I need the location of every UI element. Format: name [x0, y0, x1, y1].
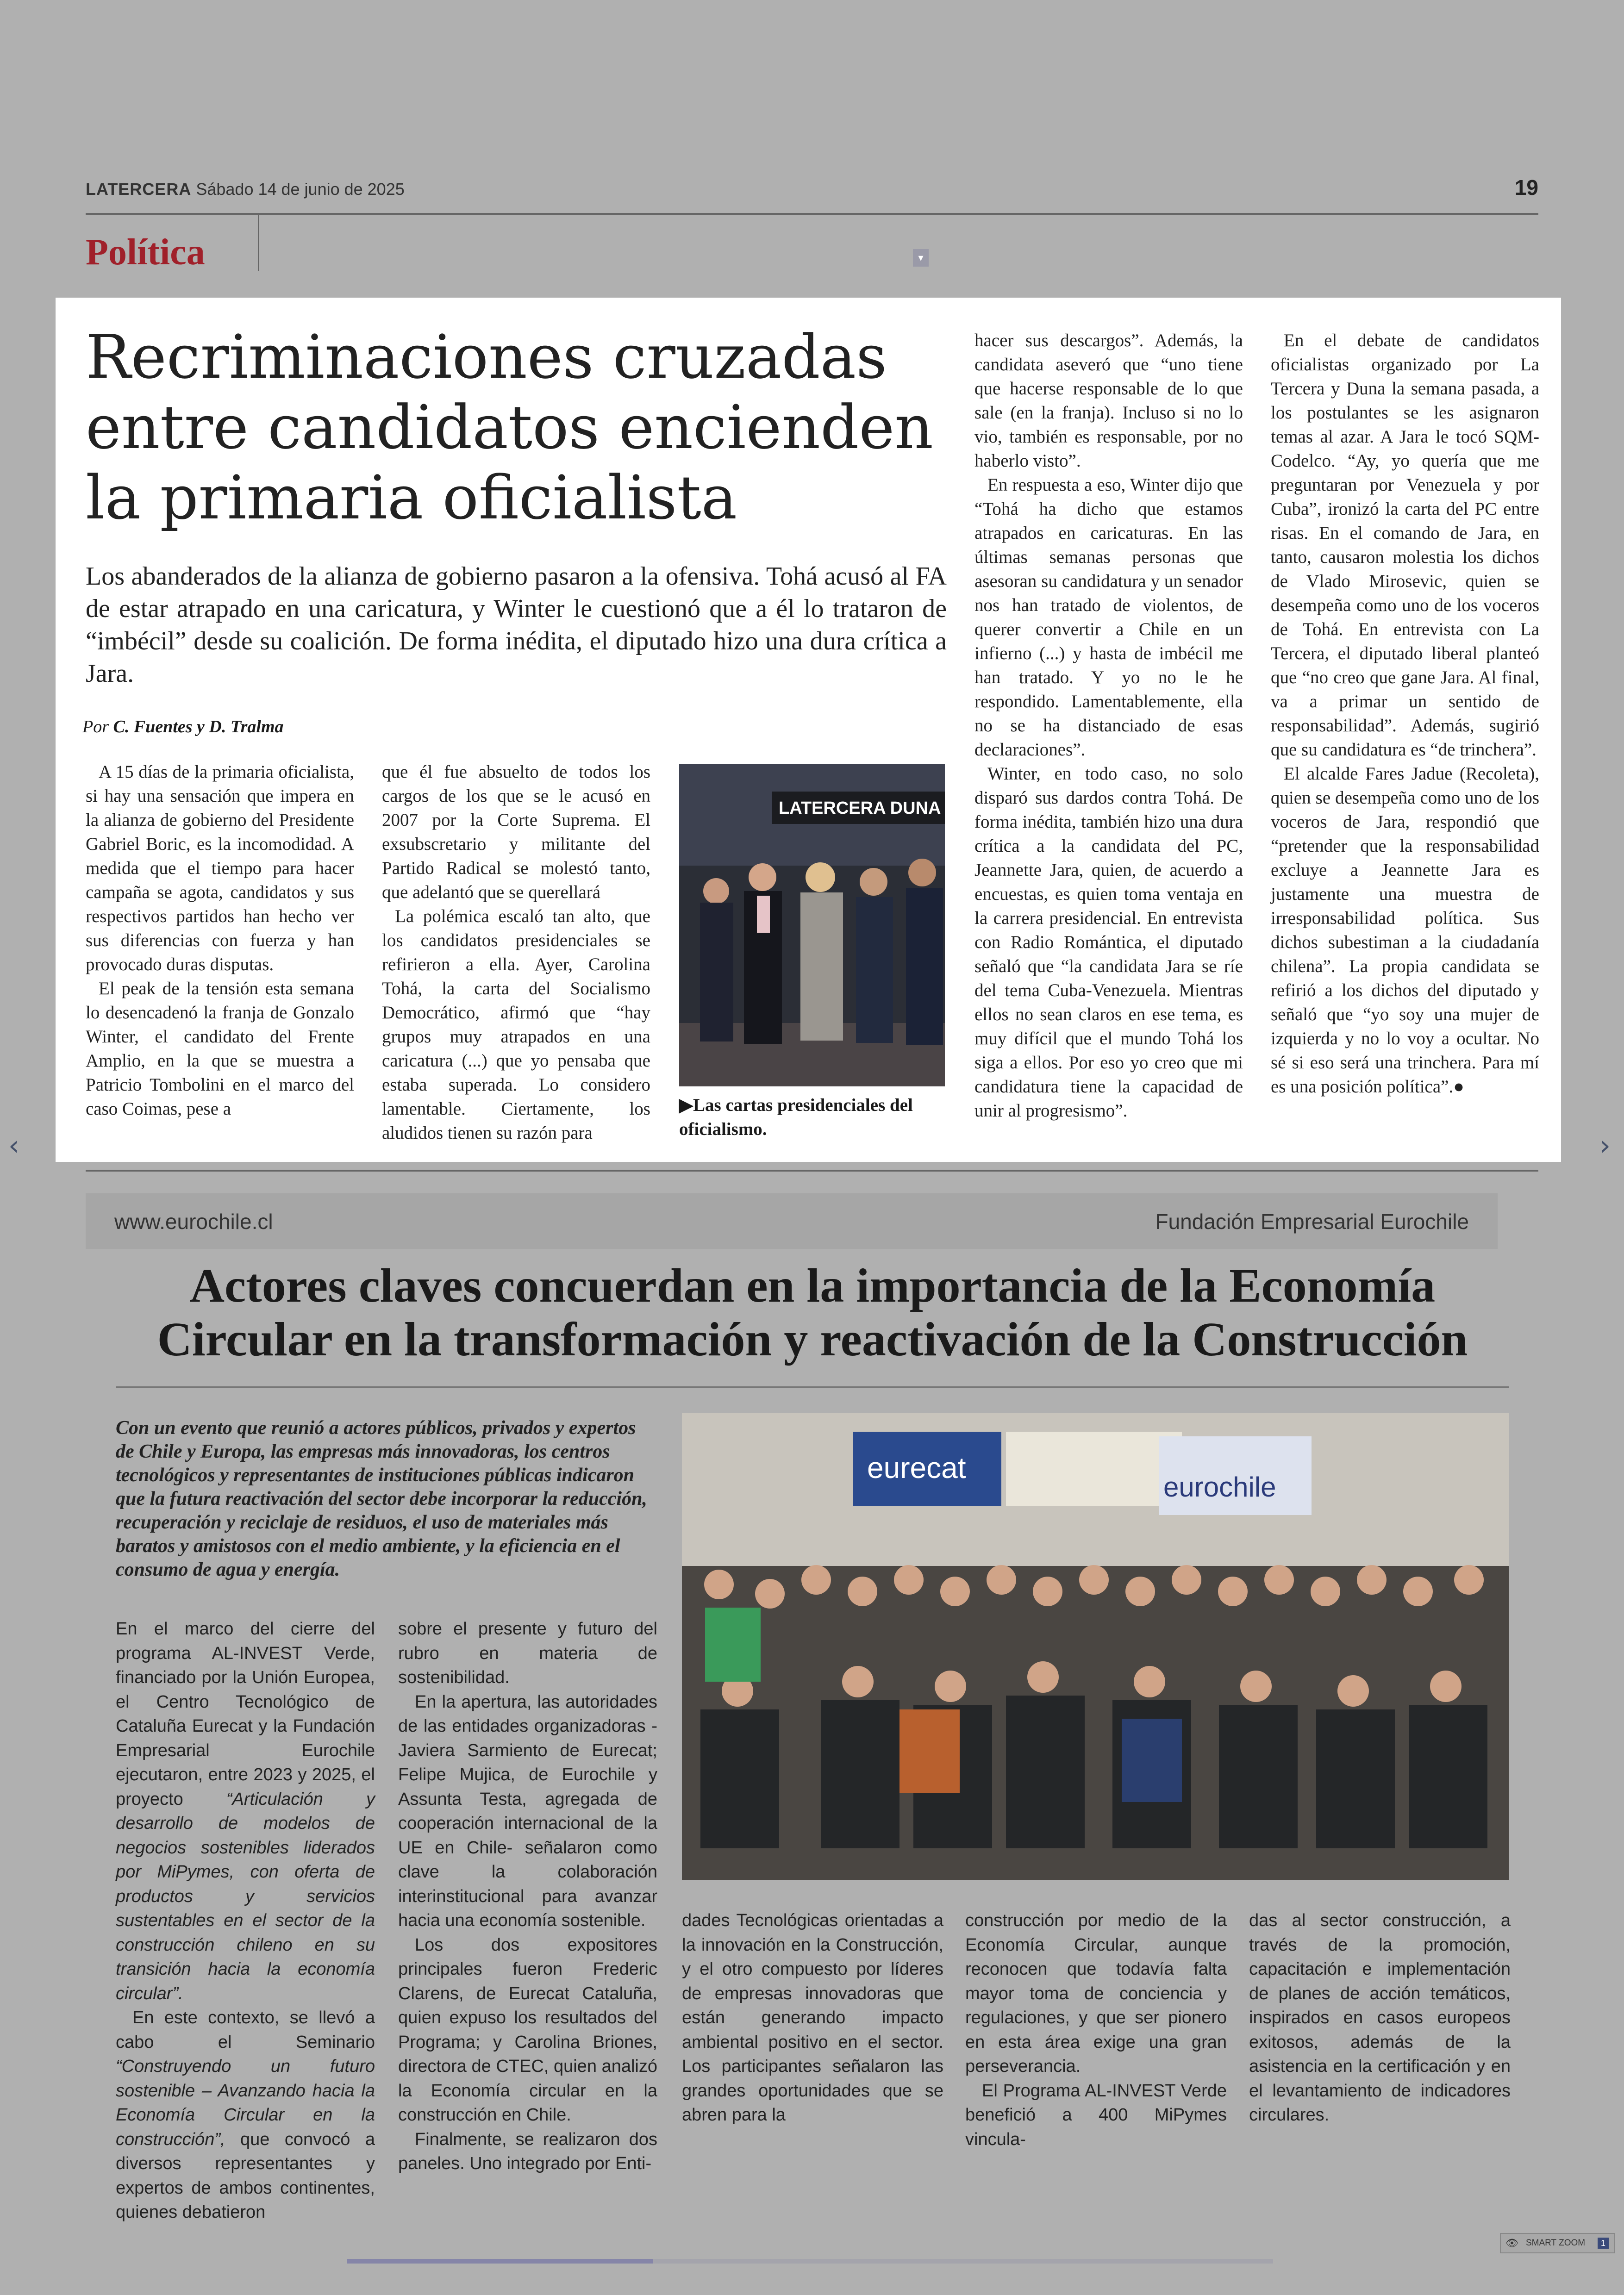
sponsor-name: Fundación Empresarial Eurochile [1155, 1210, 1469, 1234]
sponsor-bar [86, 1193, 1498, 1249]
caption-marker-icon: ▶ [679, 1095, 693, 1115]
byline-prefix: Por [82, 717, 109, 736]
byline-authors: C. Fuentes y D. Tralma [113, 717, 284, 736]
paragraph-text: En el marco del cierre del programa AL-INVEST Verde, financiado por la Unión Europea, el Centro Tecnológico de Cataluña Eurecat y la Fundación Empresarial Eurochile ejecutaron, entre 2023 y 2025, el proyecto [116, 1619, 375, 1809]
page-progress-fill [347, 2259, 653, 2264]
article-headline: Recriminaciones cruzadas entre candidatos encienden la primaria oficialista [86, 322, 933, 533]
paragraph-text: En este contexto, se llevó a cabo el Seminario [116, 2008, 375, 2052]
paragraph [116, 2006, 375, 2225]
paragraph: Los dos expositores principales fueron Frederic Clarens, de Eurecat Cataluña, quien expuso los resultados del Programa; y Carolina Briones, directora de CTEC, quien analizó la Economía circular en la construcción en Chile. [398, 1935, 657, 2125]
paragraph [1271, 762, 1539, 1099]
brand-name: LATERCERA [86, 180, 192, 199]
project-name: “Articulación y desarrollo de modelos de negocios sostenibles liderados por MiPymes, con oferta de productos y servicios sustentables en el sector de la construcción chileno en su transición hacia la economía circular”. [116, 1789, 375, 2003]
paragraph: El Programa AL-INVEST Verde benefició a 400 MiPymes vincula- [965, 2081, 1227, 2149]
byline [82, 717, 284, 737]
smart-zoom-label: SMART ZOOM [1526, 2238, 1586, 2248]
paragraph-text: El alcalde Fares Jadue (Recoleta), quien se desempeña como uno de los voceros de Jara, respondió que “pretender que la responsabilidad excluye a Jeannette Jara es justamente una muestra de irresponsabilidad política. Sus dichos subestiman a la ciudadanía chilena”. La propia candidata se refirió a los dichos del diputado y señaló que “yo soy una mujer de izquierda y no lo voy a ocultar. No sé si eso será una trinchera. Para mí es una posición política”. [1271, 764, 1539, 1097]
page-number: 19 [1514, 175, 1538, 200]
paragraph: Finalmente, se realizaron dos paneles. Uno integrado por Enti- [398, 2129, 657, 2173]
paragraph: hacer sus descargos”. Además, la candidata aseveró que “uno tiene que hacerse responsable de lo que sale (en la franja). Incluso si no lo vio, también es responsable, por no haberlo visto”. [974, 331, 1243, 471]
candidates-photo [679, 764, 945, 1086]
photo-caption [679, 1093, 948, 1141]
paragraph: das al sector construcción, a través de la promoción, capacitación e implementación de planes de acción temáticos, inspirados en casos europeos exitosos, además de la asistencia en la certificación y en el levantamiento de indicadores circulares. [1249, 1911, 1511, 2125]
ad-column-5 [1249, 1908, 1511, 2127]
paragraph-text: que convocó a diversos representantes y expertos de ambos continentes, quienes debatieron [116, 2129, 375, 2222]
article-bottom-rule [86, 1170, 1538, 1172]
end-mark-icon: ● [1453, 1077, 1464, 1097]
seminar-group-photo [682, 1413, 1509, 1880]
ad-column-4 [965, 1908, 1227, 2152]
ad-column-3 [682, 1908, 943, 2127]
ad-column-2 [398, 1617, 657, 2176]
paragraph: dades Tecnológicas orientadas a la innovación en la Construcción, y el otro compuesto por líderes de empresas innovadoras que están generando impacto ambiental positivo en el sector. Los participantes señalaron las grandes oportunidades que se abren para la [682, 1911, 943, 2125]
paragraph: A 15 días de la primaria oficialista, si hay una sensación que impera en la alianza de gobierno del Presidente Gabriel Boric, es la incomodidad. A medida que el tiempo para hacer campaña se agota, candidatos y sus respectivos partidos han hecho ver sus diferencias con fuerza y han provocado duras disputas. [86, 762, 354, 974]
paragraph: construcción por medio de la Economía Circular, aunque reconocen que todavía falta mayor toma de conciencia y regulaciones, y que ser pionero en esta área exige una gran perseverancia. [965, 1911, 1227, 2076]
header-rule [86, 213, 1538, 215]
article-column-1 [86, 760, 354, 1121]
paragraph: que él fue absuelto de todos los cargos de los que se le acusó en 2007 por la Corte Suprema. El exsubscretario y militante del Partido Radical se molestó tanto, que adelantó que se querellará [382, 762, 650, 902]
section-divider [258, 215, 259, 271]
ad-headline: Actores claves concuerdan en la importancia de la Economía Circular en la transformación y reactivación de la Construcción [157, 1259, 1468, 1366]
ad-deck: Con un evento que reunió a actores públicos, privados y expertos de Chile y Europa, las empresas más innovadoras, los centros tecnológicos y representantes de instituciones públicas indicaron que la futura reactivación del sector debe incorporar la reducción, recuperación y reciclaje de residuos, el uso de materiales más baratos y amistosos con el medio ambiente, y la eficiencia en el consumo de agua y energía. [116, 1417, 647, 1580]
paragraph [116, 1617, 375, 2006]
issue-date: Sábado 14 de junio de 2025 [196, 180, 405, 199]
paragraph: En la apertura, las autoridades de las entidades organizadoras - Javiera Sarmiento de Eurecat; Felipe Mujica, de Eurochile y Assunta Testa, agregada de cooperación internacional de la UE en Chile- señalaron como clave la colaboración interinstitucional para avanzar hacia una economía sostenible. [398, 1692, 657, 1930]
section-title: Política [86, 232, 205, 273]
caption-text: Las cartas presidenciales del oficialismo. [679, 1095, 913, 1139]
paragraph: sobre el presente y futuro del rubro en materia de sostenibilidad. [398, 1619, 657, 1687]
candidates-photo-art [679, 764, 945, 1086]
sponsor-url[interactable]: www.eurochile.cl [114, 1210, 273, 1234]
paragraph: Winter, en todo caso, no solo disparó sus dardos contra Tohá. De forma inédita, también hizo una dura crítica a la candidata del PC, Jeannette Jara, quien, de acuerdo a encuestas, es quien toma ventaja en la carrera presidencial. En entrevista con Radio Romántica, el diputado señaló que “la candidata Jara se ríe del tema Cuba-Venezuela. Mientras ellos no sean claros en ese tema, es muy difícil que el mundo Tohá los siga a ellos. Por eso yo creo que mi candidatura tiene la capacidad de unir al progresismo”. [974, 764, 1243, 1121]
article-column-2 [382, 760, 650, 1145]
page-marker-icon[interactable]: ▾ [913, 249, 929, 267]
smart-zoom-badge: 1 [1598, 2238, 1609, 2249]
paragraph: En el debate de candidatos oficialistas organizado por La Tercera y Duna la semana pasada, a los postulantes se les asignaron temas al azar. A Jara le tocó SQM-Codelco. “Ay, yo quería que me preguntaran por Venezuela y por Cuba”, ironizó la carta del PC entre risas. En el comando de Jara, en tanto, causaron molestia los dichos de Vlado Mirosevic, quien se desempeña como uno de los voceros de Tohá. En entrevista con La Tercera, el diputado liberal planteó que “no creo que gane Jara. Al final, va a primar un sentido de responsabilidad”. Además, sugirió que su candidatura es “de trinchera”. [1271, 331, 1539, 760]
ad-title-rule [116, 1386, 1509, 1388]
article-column-3 [974, 329, 1243, 1123]
photo-banner-text: LATERCERA DUNA [779, 798, 941, 818]
article-deck: Los abanderados de la alianza de gobierno pasaron a la ofensiva. Tohá acusó al FA de estar atrapado en una caricatura, y Winter le cuestionó que a él lo trataron de “imbécil” desde su coalición. De forma inédita, el diputado hizo una dura crítica a Jara. [86, 562, 947, 688]
prev-page-icon[interactable]: ‹ [8, 1129, 19, 1162]
smart-zoom-button[interactable] [1500, 2233, 1615, 2253]
paragraph: El peak de la tensión esta semana lo desencadenó la franja de Gonzalo Winter, el candidato del Frente Amplio, en la que se muestra a Patricio Tombolini en el marco del caso Coimas, pese a [86, 979, 354, 1119]
seminar-name: “Construyendo un futuro sostenible – Avanzando hacia la Economía Circular en la construcción”, [116, 2057, 375, 2149]
seminar-photo-art [682, 1413, 1509, 1880]
banner-eurochile-text: eurochile [1163, 1472, 1276, 1503]
ad-column-1 [116, 1617, 375, 2225]
banner-eurecat-text: eurecat [867, 1451, 966, 1484]
paragraph: En respuesta a eso, Winter dijo que “Tohá ha dicho que estamos atrapados en caricaturas. En las últimas semanas personas que asesoran su candidatura y un senador nos han tratado de violentos, de querer convertir a Chile en un infierno (...) y hasta de imbécil me han tratado. Y yo no le he respondido. Lamentablemente, ella no se ha distanciado de esas declaraciones”. [974, 475, 1243, 760]
paragraph: La polémica escaló tan alto, que los candidatos presidenciales se refirieron a ella. Ayer, Carolina Tohá, la carta del Socialismo Democrático, afirmó que “hay grupos muy atrapados en una caricatura (...) que yo pensaba que estaba superada. Lo considero lamentable. Ciertamente, los aludidos tienen su razón para [382, 906, 650, 1143]
masthead [86, 180, 405, 199]
article-column-4 [1271, 329, 1539, 1099]
next-page-icon[interactable]: › [1599, 1129, 1611, 1162]
eye-icon: 👁 [1505, 2237, 1518, 2249]
